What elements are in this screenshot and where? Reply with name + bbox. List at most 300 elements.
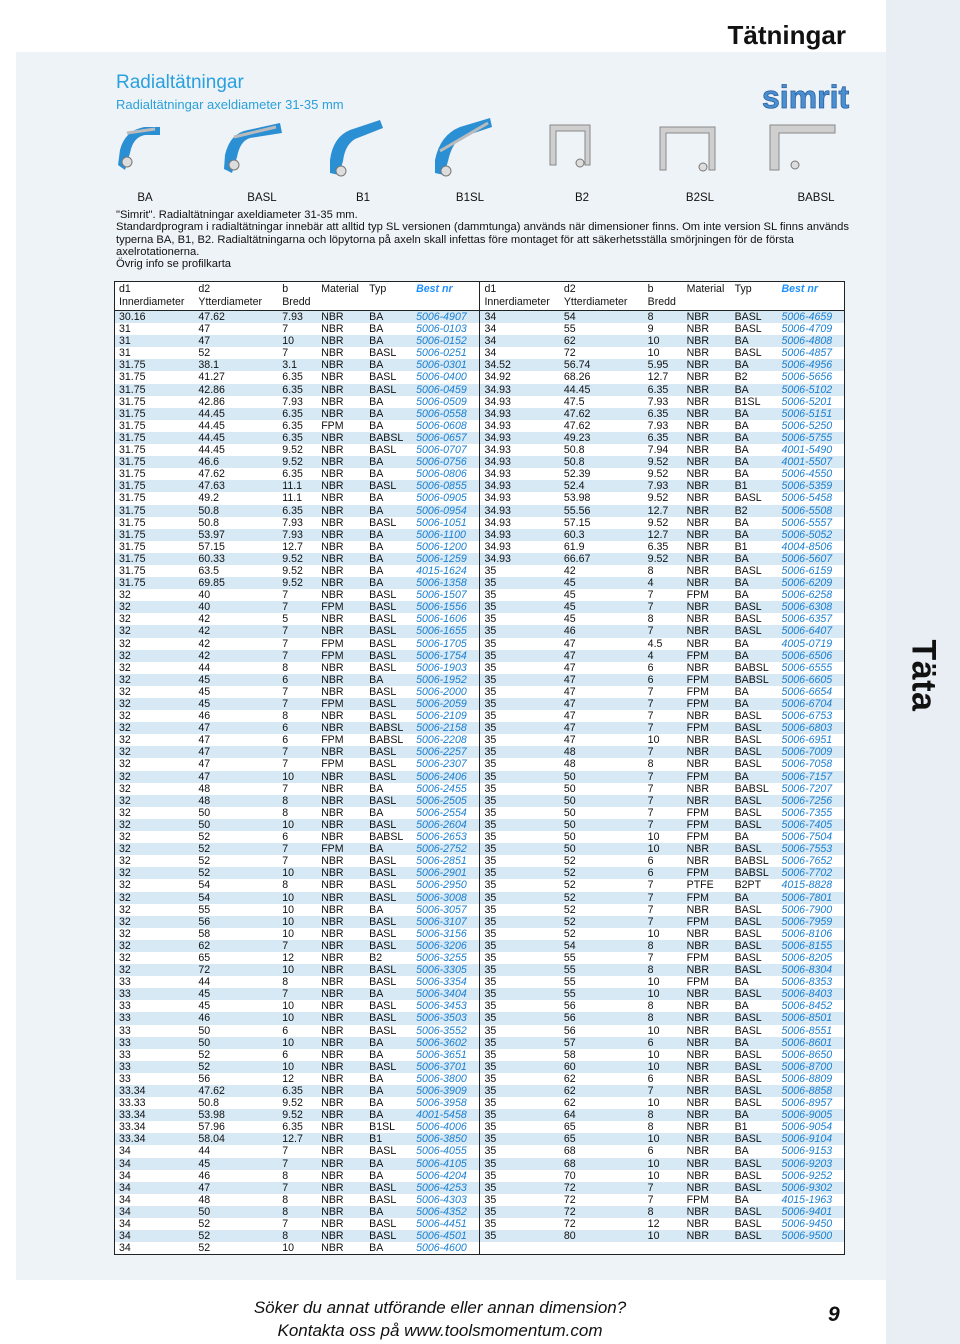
table-cell: FPM: [317, 843, 365, 855]
table-cell: 7: [644, 819, 683, 831]
best-nr-cell: 5006-4709: [781, 323, 833, 336]
table-row: [115, 1194, 845, 1206]
table-cell: NBR: [321, 806, 344, 819]
table-cell: NBR: [321, 371, 344, 384]
best-nr-cell: 5006-1903: [412, 662, 480, 674]
table-cell: BASL: [369, 347, 397, 360]
best-nr-cell: 5006-0103: [412, 323, 480, 335]
table-cell: 8: [647, 564, 654, 577]
table-cell: 52: [194, 1230, 278, 1242]
table-cell: NBR: [321, 976, 344, 989]
best-nr-cell: 5006-4352: [412, 1206, 480, 1218]
table-cell: BASL: [369, 927, 397, 940]
best-nr-cell: 5006-3503: [412, 1012, 480, 1024]
table-cell: 6.35: [278, 505, 317, 517]
table-cell: 8: [278, 1230, 317, 1242]
table-cell: FPM: [683, 771, 731, 783]
table-cell: 6: [282, 1048, 289, 1061]
table-cell: 50: [560, 771, 644, 783]
table-cell: BASL: [731, 1230, 778, 1242]
table-cell: 31.75: [115, 408, 195, 420]
table-cell: 62: [563, 1097, 576, 1110]
table-cell: NBR: [686, 323, 709, 336]
table-cell: FPM: [683, 892, 731, 904]
table-cell: 47: [560, 698, 644, 710]
table-cell: 41.27: [198, 371, 225, 384]
table-cell: BA: [734, 637, 749, 650]
table-cell: NBR: [686, 1097, 709, 1110]
table-row: [115, 746, 845, 758]
table-cell: 35: [480, 1037, 560, 1049]
table-cell: BA: [734, 1000, 749, 1013]
table-cell: 35: [480, 746, 560, 758]
table-cell: 52: [560, 892, 644, 904]
table-cell: 55: [563, 951, 576, 964]
table-cell: NBR: [686, 1024, 709, 1037]
table-cell: 47: [194, 335, 278, 347]
best-nr-cell: 5006-7702: [778, 867, 845, 879]
table-cell: 58.04: [194, 1133, 278, 1145]
best-nr-cell: 5006-7009: [778, 746, 845, 758]
table-cell: 7: [282, 637, 289, 650]
table-cell: NBR: [686, 927, 709, 940]
table-cell: NBR: [683, 988, 731, 1000]
table-cell: 32: [115, 819, 195, 831]
table-cell: NBR: [683, 505, 731, 517]
table-cell: NBR: [317, 1230, 365, 1242]
table-cell: NBR: [686, 903, 709, 916]
table-row: [115, 1097, 845, 1109]
table-cell: 50.8: [198, 1097, 220, 1110]
best-nr-cell: 5006-1200: [412, 541, 480, 553]
table-row: [115, 1133, 845, 1145]
best-nr-cell: 5006-8650: [781, 1048, 833, 1061]
table-cell: 47: [560, 722, 644, 734]
table-cell: NBR: [317, 1206, 365, 1218]
table-cell: NBR: [321, 1169, 344, 1182]
table-cell: NBR: [321, 710, 344, 723]
table-cell: 5: [282, 613, 289, 626]
table-cell: BASL: [734, 927, 762, 940]
table-cell: BA: [365, 1109, 412, 1121]
table-row: [115, 384, 845, 396]
seal-icon-basl: [224, 123, 282, 173]
table-cell: 7.93: [278, 311, 317, 324]
table-cell: 34.93: [480, 480, 560, 492]
seal-label: B1SL: [455, 192, 485, 204]
table-cell: 54: [198, 879, 211, 892]
table-cell: BASL: [365, 650, 412, 662]
table-cell: NBR: [317, 1133, 365, 1145]
table-row: [115, 662, 845, 674]
table-cell: 52: [560, 867, 644, 879]
table-cell: 7: [644, 1085, 683, 1097]
table-cell: BASL: [365, 1182, 412, 1194]
table-cell: 35: [480, 771, 560, 783]
seal-icon-b1sl: [435, 118, 492, 176]
best-nr-cell: 5006-5359: [778, 480, 845, 492]
table-cell: 6.35: [278, 384, 317, 396]
table-row: [115, 553, 845, 565]
table-row: [115, 335, 845, 347]
table-cell: 32: [115, 601, 195, 613]
table-cell: BASL: [365, 480, 412, 492]
table-cell: 35: [480, 1158, 560, 1170]
table-cell: 7: [647, 589, 654, 602]
table-row: [115, 1121, 845, 1133]
table-cell: NBR: [317, 940, 365, 952]
table-cell: BA: [365, 311, 412, 324]
table-cell: BASL: [365, 1061, 412, 1073]
table-cell: BASL: [365, 867, 412, 879]
table-cell: BASL: [734, 492, 762, 505]
best-nr-cell: 5006-4501: [412, 1230, 480, 1242]
table-row: [115, 1182, 845, 1194]
table-cell: 35: [484, 685, 497, 698]
table-cell: BABSL: [365, 722, 412, 734]
table-row: [115, 807, 845, 819]
table-cell: 44.45: [560, 384, 644, 396]
table-cell: 7: [282, 347, 289, 360]
best-nr-cell: 5006-6308: [778, 601, 845, 613]
table-cell: 31.75: [119, 564, 146, 577]
table-row: [115, 1230, 845, 1242]
table-cell: NBR: [686, 782, 709, 795]
best-nr-cell: 5006-1952: [412, 674, 480, 686]
best-nr-cell: 5006-2851: [412, 855, 480, 867]
table-cell: 9.52: [278, 577, 317, 589]
table-row: [115, 988, 845, 1000]
best-nr-cell: 5006-3354: [412, 976, 480, 988]
table-cell: BA: [369, 903, 384, 916]
table-cell: 53.98: [194, 1109, 278, 1121]
table-cell: 31.75: [119, 371, 146, 384]
table-row: [115, 867, 845, 879]
table-cell: BASL: [731, 722, 778, 734]
table-cell: 7: [644, 771, 683, 783]
table-cell: 47: [194, 1182, 278, 1194]
table-cell: FPM: [686, 1193, 709, 1206]
table-cell: 4: [644, 650, 683, 662]
table-cell: 7.94: [647, 444, 669, 457]
table-cell: 10: [647, 1024, 660, 1037]
table-cell: 34.93: [484, 468, 511, 481]
table-cell: BASL: [365, 1230, 412, 1242]
table-cell: 32: [119, 806, 131, 819]
best-nr-cell: 5006-3651: [412, 1049, 480, 1061]
table-cell: 32: [115, 916, 195, 928]
table-cell: 62: [563, 1072, 576, 1085]
table-cell: 47: [198, 758, 211, 771]
table-cell: 50: [560, 819, 644, 831]
table-row: [115, 964, 845, 976]
table-cell: 32: [115, 843, 195, 855]
table-cell: 4.5: [647, 637, 663, 650]
table-cell: BA: [369, 540, 384, 553]
table-cell: NBR: [686, 1169, 709, 1182]
table-cell: BASL: [731, 1182, 778, 1194]
table-cell: BA: [365, 335, 412, 347]
table-row: [115, 771, 845, 783]
table-cell: BA: [369, 1169, 384, 1182]
table-cell: 12.7: [644, 505, 683, 517]
table-cell: PTFE: [686, 879, 714, 892]
table-cell: 66.67: [560, 553, 644, 565]
table-cell: BASL: [734, 1048, 762, 1061]
best-nr-cell: 5006-4857: [781, 347, 833, 360]
table-row: [115, 831, 845, 843]
table-cell: BASL: [365, 892, 412, 904]
table-cell: 12.7: [647, 371, 669, 384]
table-cell: 32: [115, 795, 195, 807]
table-cell: 6: [647, 855, 654, 868]
best-nr-cell: 4015-1624: [412, 565, 480, 577]
table-cell: 45: [194, 988, 278, 1000]
table-cell: 7: [647, 951, 654, 964]
table-cell: BASL: [369, 855, 397, 868]
table-cell: BASL: [369, 879, 397, 892]
table-cell: NBR: [321, 1145, 344, 1158]
table-row: [115, 843, 845, 855]
table-cell: BA: [734, 419, 749, 432]
table-cell: NBR: [317, 480, 365, 492]
table-cell: 34.92: [484, 371, 511, 384]
table-cell: NBR: [686, 516, 709, 529]
table-cell: BASL: [734, 710, 762, 723]
table-cell: NBR: [317, 1109, 365, 1121]
table-cell: 31.75: [115, 577, 195, 589]
table-cell: 42: [563, 564, 576, 577]
table-row: [115, 396, 845, 408]
table-cell: BASL: [734, 1218, 762, 1231]
table-cell: 10: [278, 819, 317, 831]
best-nr-cell: 5006-5508: [778, 505, 845, 517]
table-cell: 7: [282, 685, 289, 698]
table-row: [115, 674, 845, 686]
best-nr-cell: 5006-1606: [412, 613, 480, 625]
table-cell: NBR: [321, 1218, 344, 1231]
best-nr-cell: 5006-2455: [412, 783, 480, 795]
table-cell: 6: [282, 734, 289, 747]
table-cell: 8: [278, 795, 317, 807]
table-cell: BA: [369, 395, 384, 408]
table-cell: BASL: [369, 589, 397, 602]
table-cell: 10: [647, 734, 660, 747]
table-cell: NBR: [686, 1000, 709, 1013]
table-cell: 6: [282, 1024, 289, 1037]
table-cell: 47: [563, 710, 576, 723]
table-cell: 35: [484, 879, 497, 892]
table-cell: BA: [731, 1109, 778, 1121]
table-cell: 31.75: [115, 529, 195, 541]
table-cell: 65: [198, 951, 211, 964]
table-cell: 7: [647, 782, 654, 795]
side-tab-label: Täta: [904, 639, 943, 711]
table-row: [115, 613, 845, 625]
best-nr-cell: 5006-4105: [412, 1158, 480, 1170]
table-cell: BA: [731, 698, 778, 710]
header-d2: d2 Ytterdiameter: [563, 283, 628, 308]
table-cell: 44: [198, 1145, 211, 1158]
table-cell: 69.85: [194, 577, 278, 589]
table-cell: 47: [563, 734, 576, 747]
table-cell: BASL: [369, 613, 397, 626]
best-nr-cell: 5006-2950: [412, 879, 480, 891]
seal-label: BASL: [247, 192, 277, 204]
table-cell: NBR: [321, 1072, 344, 1085]
best-nr-cell: 5006-0558: [412, 408, 480, 420]
table-cell: FPM: [321, 419, 344, 432]
table-cell: BASL: [731, 795, 778, 807]
best-nr-cell: 5006-2307: [412, 758, 480, 770]
best-nr-cell: 5006-2554: [412, 807, 480, 819]
best-nr-cell: 5006-0251: [412, 347, 480, 359]
table-cell: NBR: [683, 529, 731, 541]
best-nr-cell: 5006-2653: [412, 831, 480, 843]
table-cell: NBR: [317, 722, 365, 734]
table-cell: NBR: [686, 855, 709, 868]
table-cell: 47: [560, 650, 644, 662]
best-nr-cell: 5006-7652: [781, 855, 833, 868]
best-nr-cell: 5006-6704: [778, 698, 845, 710]
table-cell: 52.4: [560, 480, 644, 492]
table-cell: 48: [194, 795, 278, 807]
table-cell: 34: [119, 1242, 131, 1255]
table-cell: 42: [198, 637, 211, 650]
table-cell: 7: [644, 1182, 683, 1194]
table-cell: 31.75: [119, 492, 146, 505]
table-cell: BASL: [734, 758, 762, 771]
best-nr-cell: 5006-6258: [781, 589, 833, 602]
table-cell: 32: [115, 746, 195, 758]
seal-label: B2SL: [685, 192, 715, 204]
table-cell: 7: [278, 746, 317, 758]
table-cell: 47: [194, 771, 278, 783]
table-cell: 68.26: [563, 371, 591, 384]
table-cell: 35: [480, 625, 560, 637]
table-cell: FPM: [683, 650, 731, 662]
table-cell: 35: [480, 843, 560, 855]
table-cell: NBR: [686, 758, 709, 771]
table-cell: 7.93: [647, 395, 669, 408]
best-nr-cell: 5006-3909: [412, 1085, 480, 1097]
table-cell: 72: [194, 964, 278, 976]
table-row: [115, 795, 845, 807]
best-nr-cell: 5006-2901: [412, 867, 480, 879]
best-nr-cell: 5006-0905: [412, 492, 480, 504]
table-cell: 10: [644, 1133, 683, 1145]
table-cell: BASL: [731, 311, 778, 324]
table-cell: 35: [480, 577, 560, 589]
table-cell: NBR: [683, 843, 731, 855]
table-cell: BASL: [734, 951, 762, 964]
table-cell: NBR: [683, 601, 731, 613]
table-cell: 6: [278, 722, 317, 734]
table-cell: 6: [647, 1145, 654, 1158]
table-cell: FPM: [683, 819, 731, 831]
table-cell: BASL: [734, 1072, 762, 1085]
table-row: [115, 589, 845, 601]
table-cell: 34.52: [480, 359, 560, 371]
best-nr-cell: 5006-6951: [781, 734, 833, 747]
best-nr-cell: 5006-0509: [412, 396, 480, 408]
table-cell: 12.7: [644, 529, 683, 541]
table-cell: NBR: [321, 1097, 344, 1110]
table-cell: B1: [731, 480, 778, 492]
table-cell: 44.45: [198, 444, 225, 457]
table-cell: NBR: [686, 371, 709, 384]
table-cell: 62: [560, 1085, 644, 1097]
best-nr-cell: 5006-9252: [781, 1169, 833, 1182]
table-cell: 34: [119, 1193, 131, 1206]
table-cell: 32: [115, 771, 195, 783]
best-nr-cell: 5006-9302: [778, 1182, 845, 1194]
table-cell: 31: [115, 335, 195, 347]
best-nr-cell: 5006-0400: [412, 371, 480, 383]
table-cell: 32: [115, 964, 195, 976]
table-cell: 32: [115, 650, 195, 662]
best-nr-cell: 5006-4055: [412, 1145, 480, 1157]
table-cell: NBR: [321, 468, 344, 481]
table-cell: 48: [198, 782, 211, 795]
table-cell: 55: [563, 323, 576, 336]
table-row: [115, 710, 845, 722]
table-cell: 33: [115, 1037, 195, 1049]
table-cell: NBR: [317, 795, 365, 807]
table-cell: 31.75: [119, 516, 146, 529]
table-row: [115, 517, 845, 529]
table-cell: NBR: [683, 1230, 731, 1242]
best-nr-cell: 5006-9500: [778, 1230, 845, 1242]
table-cell: 6.35: [278, 1085, 317, 1097]
table-cell: 52: [198, 1218, 211, 1231]
table-cell: 9.52: [644, 553, 683, 565]
table-cell: NBR: [686, 444, 709, 457]
table-cell: BASL: [365, 940, 412, 952]
table-cell: 50.8: [560, 456, 644, 468]
table-cell: 8: [647, 1000, 654, 1013]
table-cell: FPM: [317, 601, 365, 613]
table-cell: 33.34: [115, 1085, 195, 1097]
table-cell: NBR: [683, 408, 731, 420]
table-cell: BASL: [731, 601, 778, 613]
table-cell: BA: [365, 843, 412, 855]
table-cell: 7: [278, 843, 317, 855]
table-cell: NBR: [321, 1048, 344, 1061]
table-cell: 62: [194, 940, 278, 952]
table-cell: 32: [115, 625, 195, 637]
table-cell: NBR: [317, 456, 365, 468]
best-nr-cell: 5006-3008: [412, 892, 480, 904]
table-cell: BASL: [365, 1012, 412, 1024]
table-cell: 9.52: [282, 444, 303, 457]
table-row: [115, 1012, 845, 1024]
table-cell: 35: [484, 951, 497, 964]
best-nr-cell: 5006-8501: [778, 1012, 845, 1024]
table-cell: BASL: [734, 1097, 762, 1110]
table-cell: 32: [119, 685, 131, 698]
table-cell: 10: [282, 927, 295, 940]
table-cell: 52: [198, 831, 211, 844]
table-cell: NBR: [321, 444, 344, 457]
table-cell: 42.86: [194, 384, 278, 396]
table-cell: NBR: [683, 1061, 731, 1073]
table-cell: 7: [282, 782, 289, 795]
table-cell: 35: [484, 903, 497, 916]
table-row: [115, 541, 845, 553]
table-cell: BA: [734, 1193, 749, 1206]
table-cell: 7: [644, 892, 683, 904]
